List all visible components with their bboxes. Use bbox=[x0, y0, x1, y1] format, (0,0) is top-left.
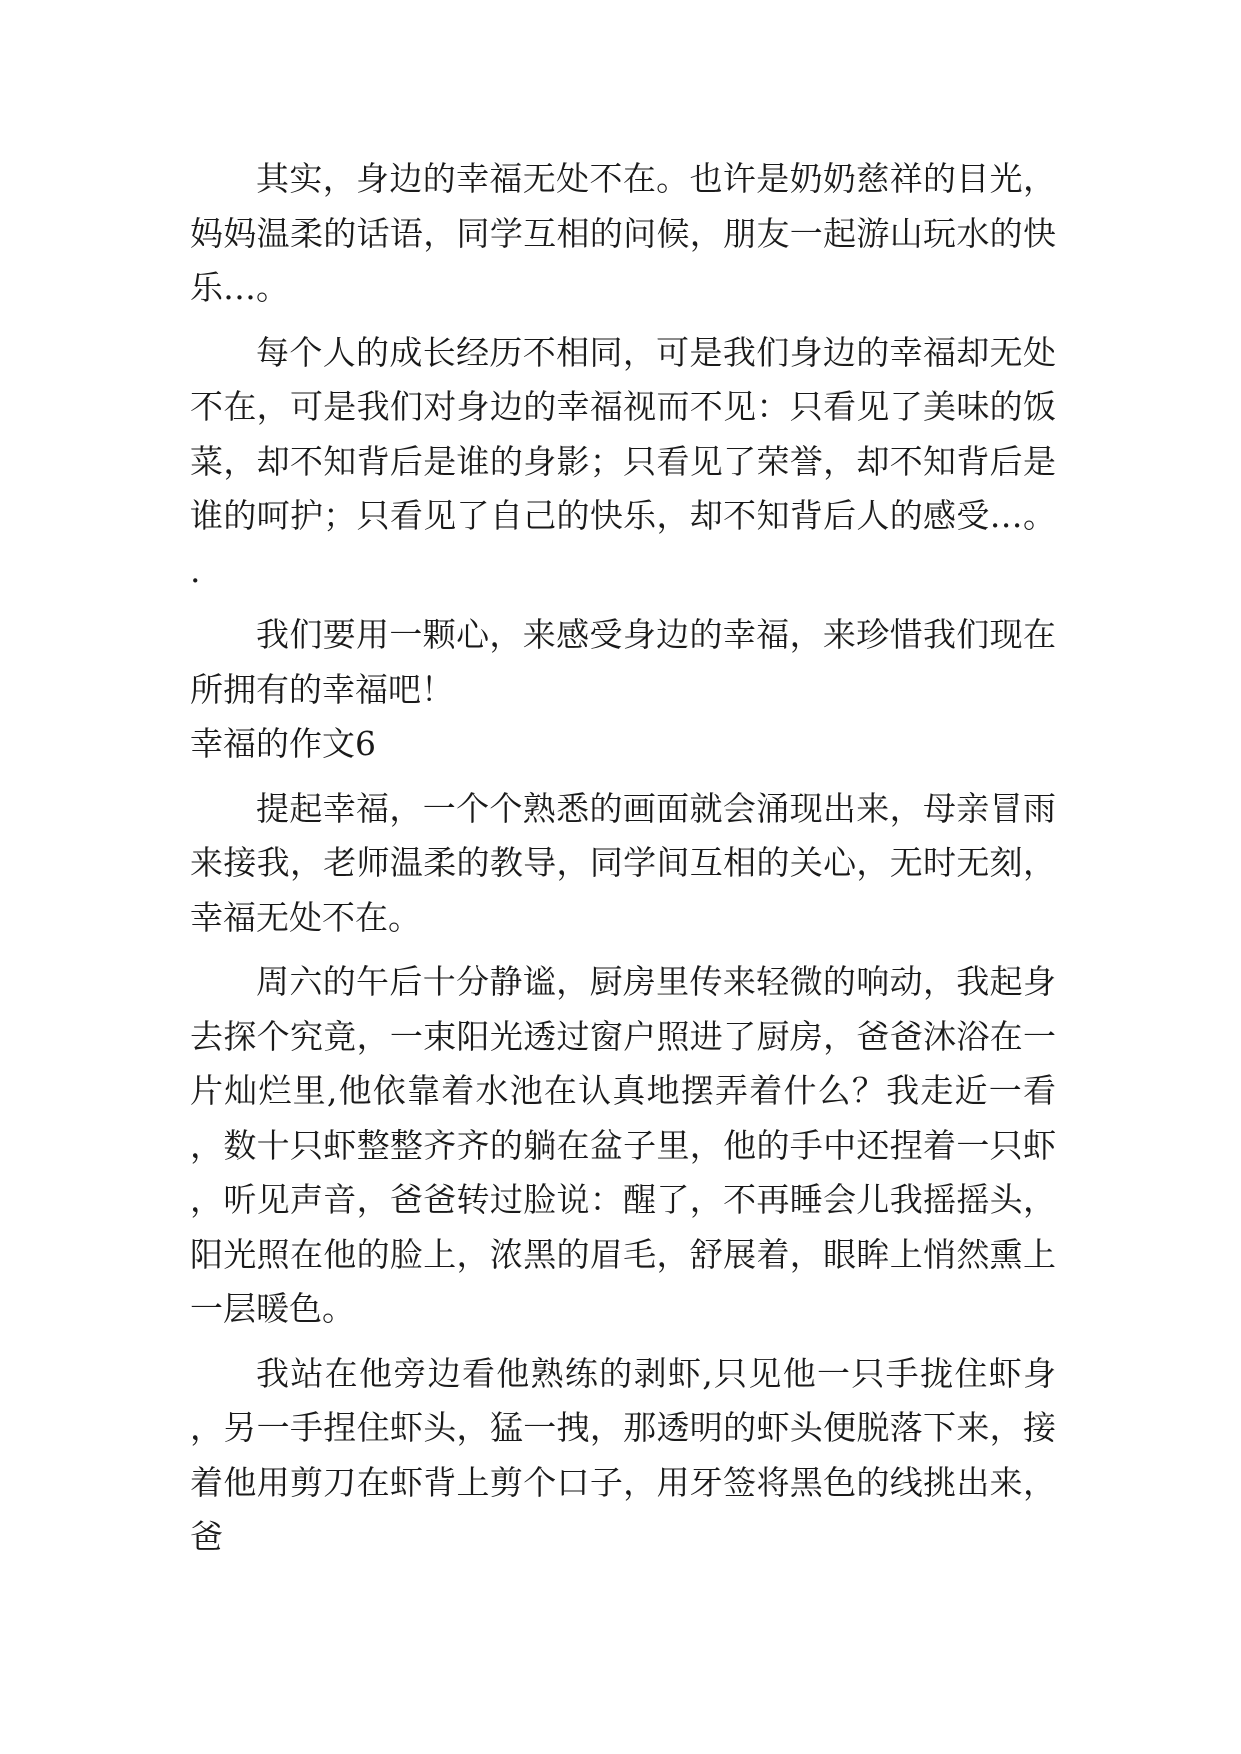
paragraph-3: 我们要用一颗心，来感受身边的幸福，来珍惜我们现在所拥有的幸福吧！ bbox=[190, 615, 1056, 709]
paragraph-6: 我站在他旁边看他熟练的剥虾,只见他一只手拢住虾身，另一手捏住虾头，猛一拽，那透明的虾头便脱落下来，接着他用剪刀在虾背上剪个口子，用牙签将黑色的线挑出来，爸 bbox=[190, 1353, 1056, 1556]
document-body bbox=[190, 152, 1056, 1565]
section-heading: 幸福的作文6 bbox=[190, 724, 376, 763]
paragraph-2: 每个人的成长经历不相同，可是我们身边的幸福却无处不在，可是我们对身边的幸福视而不见：只看见了美味的饭菜，却不知背后是谁的身影；只看见了荣誉，却不知背后是谁的呵护；只看见了自己的快乐，却不知背后人的感受…。. bbox=[190, 332, 1056, 590]
paragraph-5: 周六的午后十分静谧，厨房里传来轻微的响动，我起身去探个究竟，一束阳光透过窗户照进了厨房，爸爸沐浴在一片灿烂里,他依靠着水池在认真地摆弄着什么？我走近一看，数十只虾整整齐齐的躺在盆子里，他的手中还捏着一只虾，听见声音，爸爸转过脸说：醒了，不再睡会儿我摇摇头，阳光照在他的脸上，浓黑的眉毛，舒展着，眼眸上悄然熏上一层暖色。 bbox=[190, 962, 1056, 1328]
paragraph-1: 其实，身边的幸福无处不在。也许是奶奶慈祥的目光，妈妈温柔的话语，同学互相的问候，朋友一起游山玩水的快乐…。 bbox=[190, 159, 1056, 307]
paragraph-4: 提起幸福，一个个熟悉的画面就会涌现出来，母亲冒雨来接我，老师温柔的教导，同学间互相的关心，无时无刻，幸福无处不在。 bbox=[190, 788, 1056, 937]
